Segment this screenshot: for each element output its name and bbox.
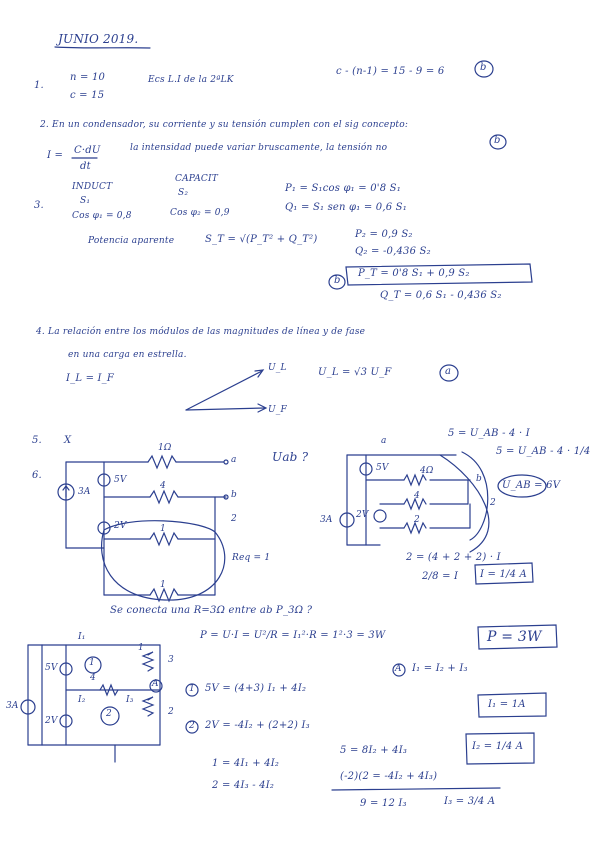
q6-rhs-r4b: 4: [414, 491, 420, 501]
q6-eq-mid: 5 = U_AB - 4 · 1/4: [496, 446, 591, 457]
q6-r-1: 1: [160, 524, 166, 534]
q4-ul-equation: U_L = √3 U_F: [318, 367, 392, 378]
q5-number: 5.: [32, 435, 42, 446]
q6-src-current: 3A: [78, 487, 91, 497]
q6-rhs-2: 2: [490, 498, 496, 508]
q4-uf-vector: [186, 408, 265, 410]
q6-c-1: 1: [138, 643, 144, 653]
q3-capacit-label: CAPACIT: [175, 174, 218, 184]
q3-p2: P₂ = 0,9 S₂: [355, 229, 413, 240]
q6-mesh1-number: 1: [189, 684, 195, 694]
q6-power-formula: P = U·I = U²/R = I₁²·R = 1²·3 = 3W: [200, 630, 386, 641]
q6-mesh2-equation: 2V = -4I₂ + (2+2) I₃: [205, 720, 310, 731]
q6-c-j1: I₁: [78, 632, 86, 642]
q6-sum: 9 = 12 I₃: [360, 798, 407, 809]
q4-uf-vector-label: U_F: [268, 405, 287, 415]
q6-system-right-1: 5 = 8I₂ + 4I₃: [340, 745, 408, 756]
q3-q1: Q₁ = S₁ sen φ₁ = 0,6 S₁: [285, 202, 407, 213]
q6-c-5v: 5V: [45, 663, 58, 673]
q4-ul-vector: [186, 371, 262, 410]
q3-apparent-label: Potencia aparente: [88, 236, 175, 246]
q6-question: Uab ?: [272, 450, 309, 464]
q6-src-v2: 2V: [114, 521, 127, 531]
q6-c-j2: I₂: [78, 695, 86, 705]
q6-node-a: a: [231, 455, 237, 465]
q6-r-4: 4: [160, 481, 166, 491]
q6-i1-answer: I₁ = 1A: [488, 699, 526, 710]
q6-sum-line: [332, 788, 500, 790]
q6-r-2: 2: [231, 514, 237, 524]
q6-power-answer: P = 3W: [487, 629, 542, 645]
q3-capacit-s: S₂: [178, 188, 189, 198]
q6-eq-fraction: 2/8 = I: [422, 571, 459, 582]
q6-eq-answer: U_AB = 6V: [502, 480, 561, 491]
q6-left-circuit: [58, 456, 228, 601]
q6-rhs-r4: 4Ω: [420, 466, 434, 476]
q5-mark: X: [64, 435, 72, 446]
q6-r-1b: 1: [160, 580, 166, 590]
q1-answer: b: [480, 62, 487, 73]
q6-connect-statement: Se conecta una R=3Ω entre ab P_3Ω ?: [110, 605, 313, 616]
q3-capacit-cos: Cos φ₂ = 0,9: [170, 208, 230, 218]
q6-c-3: 3: [168, 655, 174, 665]
q1-equation: c - (n-1) = 15 - 9 = 6: [336, 66, 445, 77]
q1-equation-label: Ecs L.I de la 2ªLK: [148, 75, 234, 85]
q6-rhs-r2: 2: [414, 515, 420, 525]
q6-c-4: 4: [90, 673, 96, 683]
q6-right-circuit: [340, 452, 489, 552]
q1-number: 1.: [34, 80, 44, 91]
q6-i2-answer: I₂ = 1/4 A: [472, 741, 524, 752]
q2-statement: 2. En un condensador, su corriente y su tensión cumplen con el sig concepto:: [40, 120, 409, 130]
q6-c-a: A: [152, 679, 159, 689]
q2-explanation: la intensidad puede variar bruscamente, la tensión no: [130, 143, 388, 153]
title-underline: [55, 47, 150, 48]
q6-mesh1-equation: 5V = (4+3) I₁ + 4I₂: [205, 683, 307, 694]
q6-eq-i: I = 1/4 A: [480, 569, 527, 580]
q3-induct-label: INDUCT: [72, 182, 113, 192]
q4-il: I_L = I_F: [66, 373, 115, 384]
q6-system-left-1: 1 = 4I₁ + 4I₂: [212, 758, 280, 769]
q3-apparent-formula: S_T = √(P_T² + Q_T²): [205, 234, 318, 245]
q6-c-j3: I₃: [126, 695, 134, 705]
q2-formula-lhs: I =: [47, 150, 64, 161]
q6-src-v1: 5V: [114, 475, 127, 485]
q2-formula-numerator: C·dU: [74, 145, 101, 156]
q6-c-2: 2: [168, 707, 174, 717]
q6-req: Req = 1: [232, 553, 271, 563]
q3-qt: Q_T = 0,6 S₁ - 0,436 S₂: [380, 290, 502, 301]
q6-eq-loop: 2 = (4 + 2 + 2) · I: [406, 552, 501, 563]
q6-node-letter: A: [395, 664, 402, 674]
q6-c-1b: 1: [89, 658, 95, 668]
q6-rhs-b: b: [476, 474, 482, 484]
q4-answer: a: [445, 366, 452, 377]
q6-eq-top: 5 = U_AB - 4 · I: [448, 428, 530, 439]
q3-number: 3.: [34, 200, 44, 211]
q3-pt: P_T = 0'8 S₁ + 0,9 S₂: [358, 268, 470, 279]
q6-rhs-5v: 5V: [376, 463, 389, 473]
q1-n-value: n = 10: [70, 72, 106, 83]
q4-ul-vector-label: U_L: [268, 363, 287, 373]
q6-node-b: b: [231, 490, 237, 500]
q6-i3: I₃ = 3/4 A: [444, 796, 496, 807]
q2-answer: b: [494, 135, 501, 146]
q6-c-2v: 2V: [45, 716, 58, 726]
q6-c-2b: 2: [106, 709, 112, 719]
q3-induct-cos: Cos φ₁ = 0,8: [72, 211, 132, 221]
q2-formula-denominator: dt: [80, 161, 91, 172]
q3-induct-s: S₁: [80, 196, 91, 206]
q6-c-3a: 3A: [6, 701, 19, 711]
page-title: JUNIO 2019.: [58, 32, 139, 46]
q3-q2: Q₂ = -0,436 S₂: [355, 246, 431, 257]
q1-c-value: c = 15: [70, 90, 105, 101]
q6-system-right-2: (-2)(2 = -4I₂ + 4I₃): [340, 771, 438, 782]
q6-mesh2-number: 2: [189, 721, 195, 731]
q6-number: 6.: [32, 470, 42, 481]
q6-system-left-2: 2 = 4I₃ - 4I₂: [212, 780, 275, 791]
q6-r-top: 1Ω: [158, 443, 172, 453]
q4-statement-line2: en una carga en estrella.: [68, 350, 187, 360]
q6-rhs-3a: 3A: [320, 515, 333, 525]
q6-rhs-node-a: a: [381, 436, 387, 446]
q4-statement-line1: 4. La relación entre los módulos de las magnitudes de línea y de fase: [36, 327, 366, 337]
q6-rhs-2v: 2V: [356, 510, 369, 520]
q3-p1: P₁ = S₁cos φ₁ = 0'8 S₁: [285, 183, 401, 194]
q3-answer: b: [334, 275, 341, 286]
q6-node-equation: I₁ = I₂ + I₃: [412, 663, 468, 674]
